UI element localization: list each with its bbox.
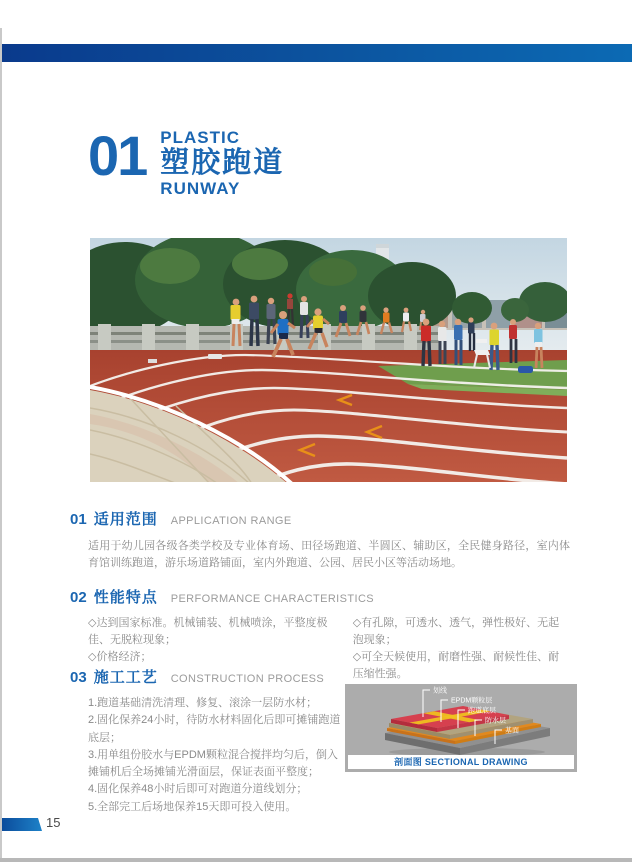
feature-item: ◇可全天候使用，耐磨性强、耐候性佳、耐压缩性强。 [352,651,560,680]
page-number: 15 [46,815,61,830]
chapter-title-english-bottom: RUNWAY [160,179,241,198]
section-number: 02 [70,589,87,606]
section-title-english: PERFORMANCE CHARACTERISTICS [170,593,375,605]
section-heading [70,508,570,529]
layer-stack-illustration [345,684,577,755]
label-marking-line: 划线 [433,687,447,695]
construction-steps [88,695,344,816]
feature-item: ◇价格经济； [88,651,152,663]
step-item: 3.用单组份胶水与EPDM颗粒混合搅拌均匀后，倒入摊铺机后全场摊铺光滑面层，保证表面平整度； [88,748,338,779]
feature-item: ◇有孔隙，可透水、透气，弹性极好、无起泡现象； [352,617,560,646]
chapter-title-block [88,126,284,198]
page-number-tab [2,818,42,831]
section-heading [70,586,570,607]
section-title-chinese: 适用范围 [93,511,158,528]
section-body-text: 适用于幼儿园各级各类学校及专业体育场、田径场跑道、半圆区、辅助区，全民健身路径，室内体育馆训练跑道，游乐场道路铺面，室内外跑道、公园、居民小区等活动场地。 [88,540,570,569]
sectional-drawing-caption: 剖面图 SECTIONAL DRAWING [348,755,574,769]
sectional-drawing [345,684,577,772]
page-left-edge [0,28,2,861]
feature-item: ◇达到国家标准。机械铺装、机械喷涂，平整度极佳、无脱粒现象； [88,617,328,646]
section-title-chinese: 性能特点 [93,589,158,606]
label-waterproof-layer: 防水层 [485,717,506,725]
section-number: 03 [70,669,87,686]
step-item: 4.固化保养48小时后即可对跑道分道线划分； [88,783,308,796]
top-blue-bar [2,44,632,62]
page-bottom-edge [0,858,632,862]
section-title-english: CONSTRUCTION PROCESS [170,673,325,685]
section-title-chinese: 施工工艺 [93,669,158,686]
label-epdm-layer: EPDM颗粒层 [451,697,493,705]
step-item: 2.固化保养24小时，待防水材料固化后即可摊铺跑道底层； [88,714,341,744]
section-title-english: APPLICATION RANGE [170,515,292,527]
label-base-surface: 基面 [505,727,519,735]
step-item: 1.跑道基础清洗清理、修复、滚涂一层防水材； [88,697,318,709]
chapter-title-chinese: 塑胶跑道 [160,147,285,179]
section-number: 01 [70,511,87,528]
section-application-range [70,508,570,572]
track-photo [90,238,567,482]
label-runway-base-layer: 跑道底层 [468,707,496,715]
chapter-title-text [160,126,284,198]
track-photo-illustration [90,238,567,482]
chapter-number: 01 [88,124,147,187]
step-item: 5.全部完工后场地保养15天即可投入使用。 [88,800,297,813]
chapter-title-english-top: PLASTIC [160,128,241,147]
